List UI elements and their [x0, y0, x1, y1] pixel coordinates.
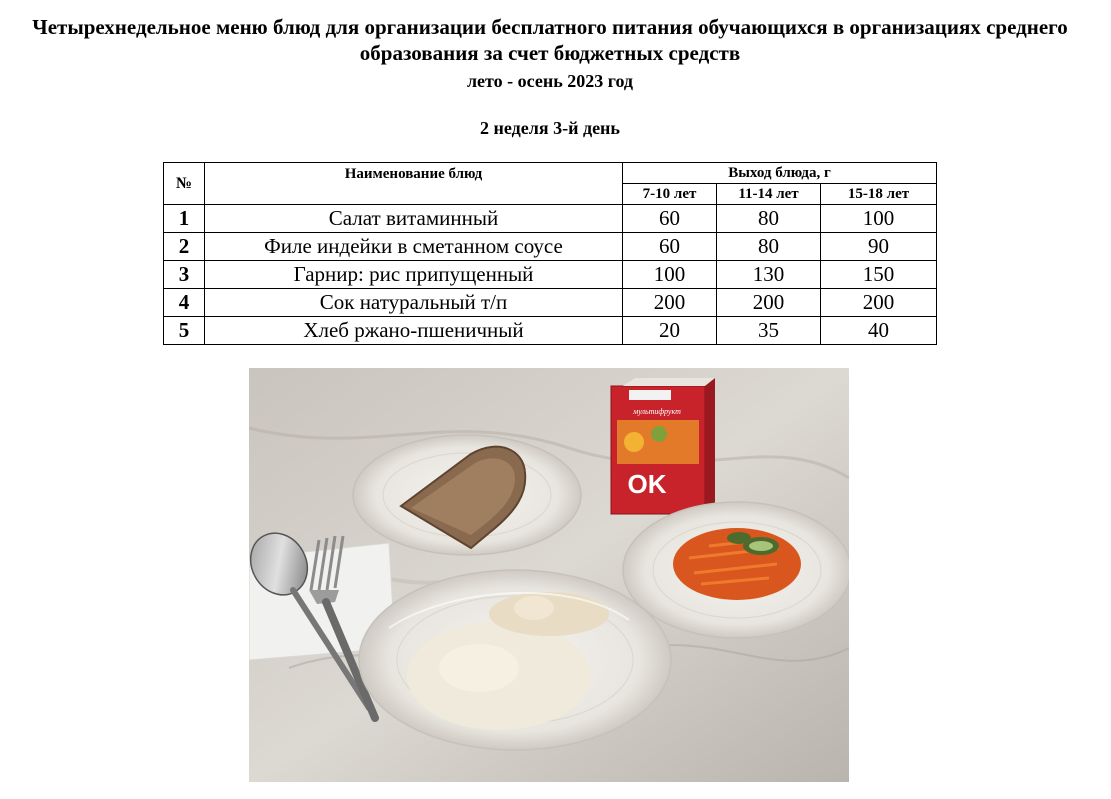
table-row	[164, 205, 937, 233]
season-subtitle: лето - осень 2023 год	[466, 71, 634, 91]
output-7-10: 200	[623, 289, 717, 317]
output-15-18: 200	[821, 289, 937, 317]
output-15-18: 40	[821, 317, 937, 345]
dish-name: Филе индейки в сметанном соусе	[205, 233, 623, 261]
row-number: 5	[164, 317, 205, 345]
row-number: 1	[164, 205, 205, 233]
table-row	[164, 233, 937, 261]
row-number: 3	[164, 261, 205, 289]
header-age-7-10: 7-10 лет	[623, 184, 717, 205]
salad-plate	[623, 502, 849, 638]
output-7-10: 60	[623, 233, 717, 261]
meal-photo	[249, 368, 849, 782]
juice-box	[611, 378, 715, 514]
output-11-14: 35	[717, 317, 821, 345]
output-11-14: 80	[717, 205, 821, 233]
table-row	[164, 317, 937, 345]
day-heading: 2 неделя 3-й день	[480, 118, 620, 138]
row-number: 2	[164, 233, 205, 261]
table-row	[164, 289, 937, 317]
header-output: Выход блюда, г	[623, 163, 937, 184]
juice-label: мультифрукт	[633, 407, 681, 416]
bread-plate	[353, 435, 581, 555]
output-15-18: 90	[821, 233, 937, 261]
output-7-10: 20	[623, 317, 717, 345]
output-7-10: 100	[623, 261, 717, 289]
dish-name: Гарнир: рис припущенный	[205, 261, 623, 289]
page-title: Четырехнедельное меню блюд для организации бесплатного питания обучающихся в организациях среднего образования за счет бюджетных средств	[32, 15, 1068, 65]
juice-brand: OK	[627, 469, 667, 499]
header-age-15-18: 15-18 лет	[821, 184, 937, 205]
dish-name: Салат витаминный	[205, 205, 623, 233]
output-11-14: 80	[717, 233, 821, 261]
output-7-10: 60	[623, 205, 717, 233]
row-number: 4	[164, 289, 205, 317]
header-age-11-14: 11-14 лет	[717, 184, 821, 205]
table-row	[164, 261, 937, 289]
rice-plate	[359, 570, 671, 750]
output-11-14: 130	[717, 261, 821, 289]
dish-name: Сок натуральный т/п	[205, 289, 623, 317]
header-number: №	[164, 163, 205, 205]
dish-name: Хлеб ржано-пшеничный	[205, 317, 623, 345]
output-15-18: 150	[821, 261, 937, 289]
output-11-14: 200	[717, 289, 821, 317]
menu-table	[163, 162, 937, 345]
output-15-18: 100	[821, 205, 937, 233]
header-dish-name: Наименование блюд	[205, 163, 623, 205]
